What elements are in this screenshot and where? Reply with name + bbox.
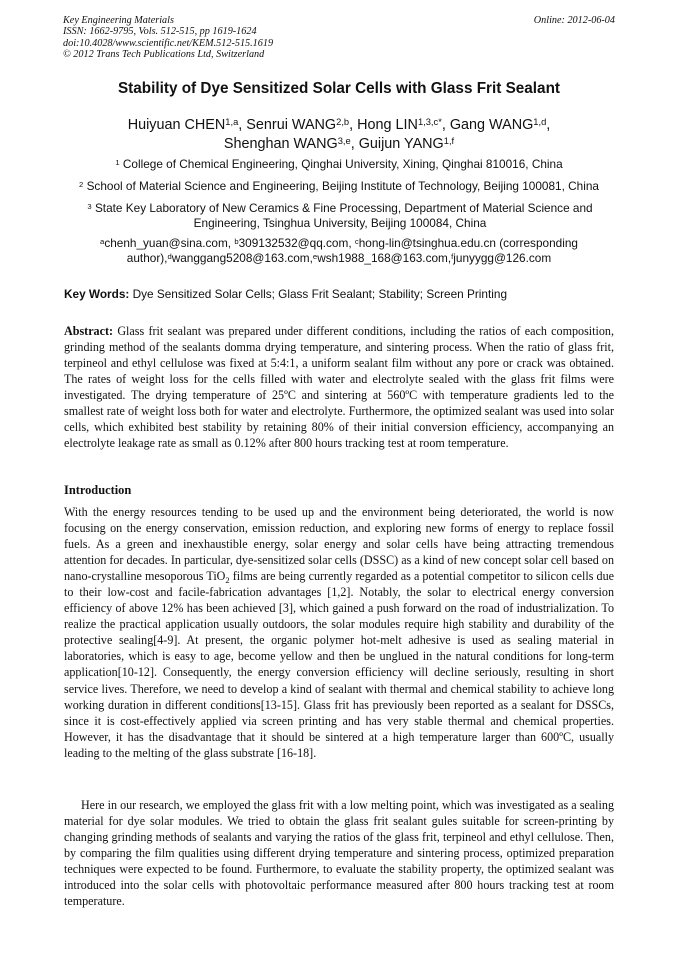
section-heading-introduction: Introduction — [64, 483, 132, 497]
introduction-paragraph: Here in our research, we employed the glass frit with a low melting point, which was investigated as a sealing material for dye solar modules. We tried to obtain the glass frit sealant gules suitable for screen-printing by changing grinding methods of sealants and varying the ratios of the glass frit, terpineol and ethyl cellulose. Then, by comparing the film qualities using different drying temperature and sintering process, optimized preparation techniques were expected to be found. Furthermore, to evaluate the stability property, the optimized sealant was introduced into the solar cells with photovoltaic performance measured after 800 hours tracking test at room temperature. — [64, 798, 614, 909]
author: Hong $LIN^{1,3,c*}$ — [357, 116, 442, 133]
journal-copyright: © 2012 Trans Tech Publications Ltd, Switzerland — [63, 48, 265, 60]
email: wsh1988_168@163.com, — [317, 251, 452, 265]
author: Senrui WANG$^{2,b}$ — [246, 116, 350, 133]
email: junyygg@126.com — [453, 251, 552, 265]
keywords-text: Dye Sensitized Solar Cells; Glass Frit Sealant; Stability; Screen Printing — [132, 287, 508, 301]
keywords — [64, 287, 616, 301]
online-date: Online: 2012-06-04 — [533, 15, 615, 26]
author: Guijun YANG$^{1,f}$ — [358, 135, 455, 152]
affiliation: $^2$ School of Material Science and Engineering, Beijing Institute of Technology, Beijing 100081, China — [79, 179, 599, 193]
abstract-label: Abstract: — [64, 324, 114, 338]
affiliation: $^3$ State Key Laboratory of New Ceramics & Fine Processing, Department of Material Science and Engineering, Tsinghua University, Beijing 100084, China — [87, 201, 593, 230]
email: 309132532@qq.com, — [238, 236, 352, 250]
journal-doi: doi:10.4028/www.scientific.net/KEM.512-515.1619 — [63, 37, 274, 49]
journal-header — [63, 15, 273, 60]
introduction-paragraph: With the energy resources tending to be used up and the environment being deteriorated, the world is now focusing on the energy conservation, emission reduction, and exploring new forms of energy to replace fossil fuels. As a green and inexhaustible energy, solar energy and solar cells have being attracting tremendous attention for decades. In particular, dye-sensitized solar cells (DSSC) as a kind of new concept solar cell based on nano-crystalline mesoporous TiO$_2$ films are being currently regarded as a potential competitor to silicon cells due to their low-cost and facile-fabrication advantages [1,2]. Notably, the solar to electrical energy conversion efficiency of above 12% has been achieved [3], which gained a push forward on the road of industrialization. To realize the practical application usually outdoors, the solar modules require high stability and durability of the protective sealing[4-9]. At present, the organic polymer hot-melt adhesive is used as sealing material in laboratories, which is easy to age, become yellow and then be unglued in the natural conditions for long-term application[10-12]. Consequently, the energy conversion efficiency will decline seriously, resulting in short service lives. Therefore, we need to develop a kind of sealant with thermal and chemical stability to achieve long working duration in different conditions[13-15]. Glass frit has previously been reported as a sealant for DSSCs, since it is cost-effectively applied via screen printing and has very stable thermal and chemical properties. However, it has the disadvantage that it should be sintered at a high temperature larger than 600ºC, usually leading to the melting of the glass substrate [16-18]. — [64, 505, 614, 760]
abstract — [64, 323, 614, 451]
abstract-text: Glass frit sealant was prepared under different conditions, including the ratios of each composition, grinding method of the sealants domma drying temperature, and sintering process. When the ratio of glass frit, terpineol and ethyl cellulose was fixed at 5:4:1, a uniform sealant film without any pore or crack was obtained. The rates of weight loss for the cells filled with water and electrolyte sealed with the glass frit films were investigated. The drying temperature of 25ºC and sintering at 560ºC with temperature gradients led to the smallest rate of weight loss both for water and electrolyte. Furthermore, the optimized sealant was used into solar cells, which exhibited best stability by retaining 80% of their initial conversion efficiency, accompanying an electrolyte leakage rate as small as 0.12% after 800 hours tracking test at room temperature. — [64, 324, 614, 451]
email: wanggang5208@163.com, — [171, 251, 313, 265]
author: Gang WANG$^{1,d}$ — [449, 116, 547, 133]
journal-name: Key Engineering Materials — [63, 15, 174, 26]
author: Shenghan WANG$^{3,e}$ — [223, 135, 351, 152]
author: Huiyuan CHEN$^{1,a}$ — [127, 116, 239, 133]
journal-issn: ISSN: 1662-9795, Vols. 512-515, pp 1619-1624 — [63, 26, 257, 38]
paper-title: Stability of Dye Sensitized Solar Cells with Glass Frit Sealant — [117, 80, 561, 97]
keywords-label: Key Words: — [64, 287, 130, 301]
author-list: Huiyuan CHEN$^{1,a}$, Senrui WANG$^{2,b}$, Hong $LIN^{1,3,c*}$, Gang WANG$^{1,d}$, Shenghan WANG$^{3,e}$, Guijun YANG$^{1,f}$ — [127, 116, 551, 152]
email: chenh_yuan@sina.com, — [104, 236, 232, 250]
email-list: $^a$chenh_yuan@sina.com, $^b$309132532@qq.com, $^c$hong-lin@tsinghua.edu.cn (corresponding author),$^d$wanggang5208@163.com,$^e$wsh1988_168@163.com,$^f$junyygg@126.com — [100, 236, 578, 265]
email: hong-lin@tsinghua.edu.cn (corresponding author), — [126, 236, 578, 265]
affiliation: $^1$ College of Chemical Engineering, Qinghai University, Xining, Qinghai 810016, China — [115, 157, 563, 171]
